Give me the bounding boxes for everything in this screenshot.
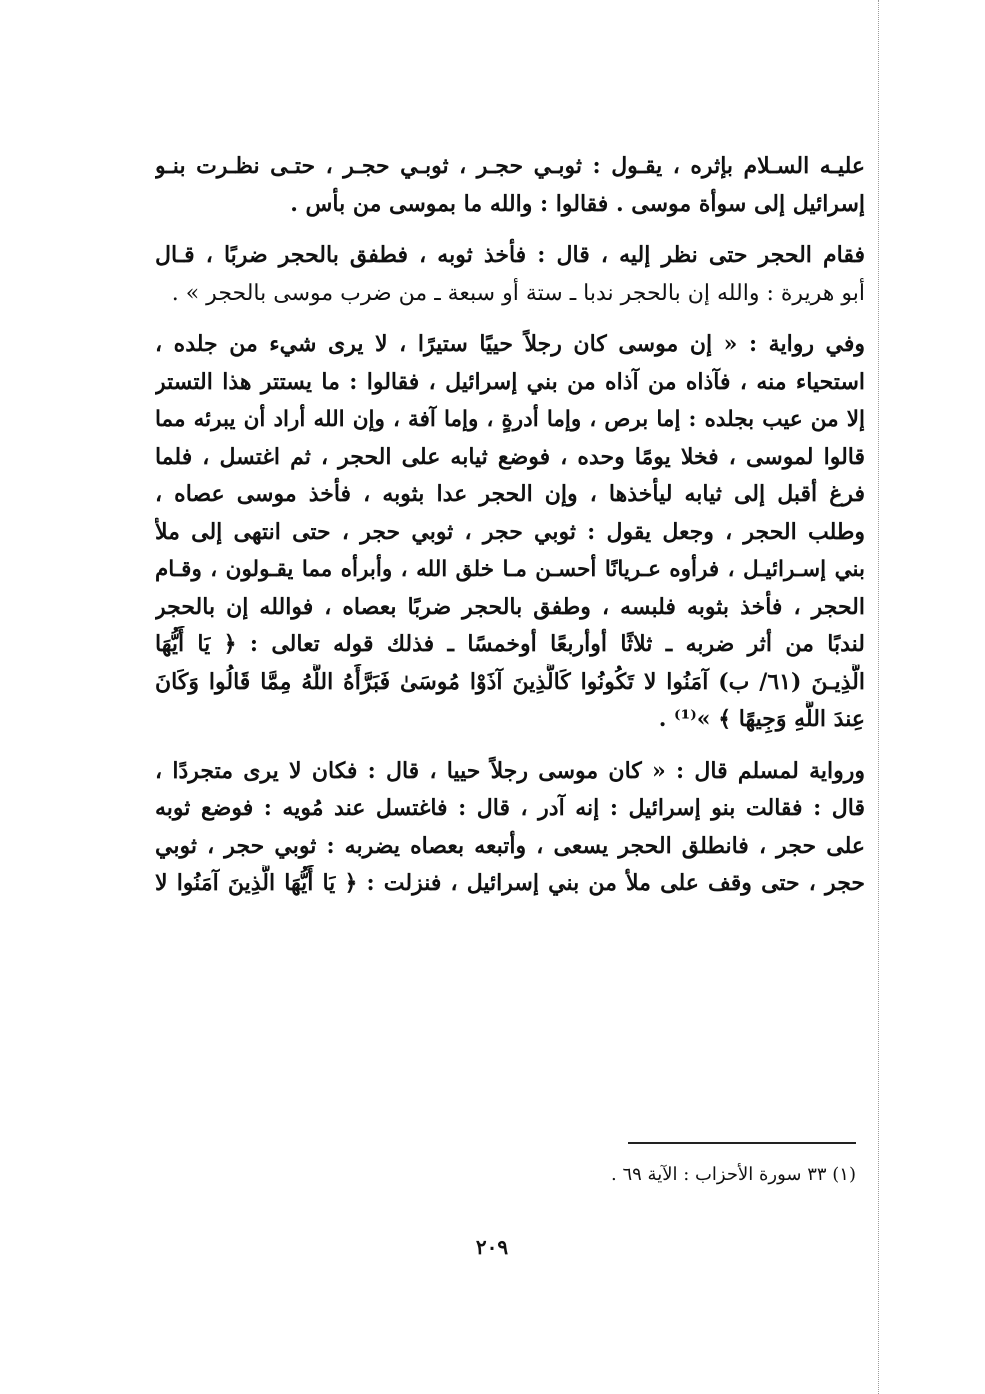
text-line: الَّذِيـنَ (٦١/ ب) آمَنُوا لا تَكُونُوا كَالَّذِينَ آذَوْا مُوسَىٰ فَبَرَّأَهُ اللَّهُ مِمَّا قَالُوا وَكَانَ [155, 668, 865, 695]
paragraph-3 [155, 326, 865, 739]
text-line: عِندَ اللَّهِ وَجِيهًا ﴾ »⁽¹⁾ . [658, 706, 865, 732]
text-line: إسرائيل إلى سوأة موسى . فقالوا : والله ما بموسى من بأس . [290, 190, 865, 217]
text-line: استحياء منه ، فآذاه من آذاه من بني إسرائيل ، فقالوا : ما يستتر هذا التستر [155, 368, 865, 395]
paragraph-4 [155, 753, 865, 903]
text-line: قالوا لموسى ، فخلا يومًا وحده ، فوضع ثيابه على الحجر ، ثم اغتسل ، فلما [155, 443, 865, 470]
page-number: ٢٠٩ [475, 1235, 509, 1259]
text-line: فرغ أقبل إلى ثيابه ليأخذها ، وإن الحجر عدا بثوبه ، فأخذ موسى عصاه ، [155, 481, 865, 507]
body-text [155, 148, 865, 903]
page-edge-divider [878, 0, 879, 1394]
text-line: لندبًا من أثر ضربه ـ ثلاثًا أوأربعًا أوخمسًا ـ فذلك قوله تعالى : ﴿ يَا أَيُّهَا [155, 631, 865, 657]
text-line: عليـه السـلام بإثره ، يقـول : ثوبـي حجـر ، ثوبـي حجـر ، حتـى نظـرت بنـو [155, 153, 865, 179]
text-line: أبو هريرة : والله إن بالحجر ندبا ـ ستة أو سبعة ـ من ضرب موسى بالحجر » . [171, 280, 865, 306]
text-line: حجر ، حتى وقف على ملأ من بني إسرائيل ، فنزلت : ﴿ يَا أَيُّهَا الَّذِينَ آمَنُوا لا [155, 870, 865, 896]
text-line: الحجر ، فأخذ بثوبه فلبسه ، وطفق بالحجر ضربًا بعصاه ، فوالله إن بالحجر [155, 593, 865, 620]
paragraph-1 [155, 148, 865, 223]
text-line: وطلب الحجر ، وجعل يقول : ثوبي حجر ، ثوبي حجر ، حتى انتهى إلى ملأ [155, 518, 865, 545]
footnote-separator [628, 1142, 856, 1144]
text-line: قال : فقالت بنو إسرائيل : إنه آدر ، قال : فاغتسل عند مُويه : فوضع ثوبه [155, 795, 865, 821]
text-line: وفي رواية : « إن موسى كان رجلاً حييًا ستيرًا ، لا يرى شيء من جلده ، [155, 331, 865, 357]
text-line: فقام الحجر حتى نظر إليه ، قال : فأخذ ثوبه ، فطفق بالحجر ضربًا ، قـال [155, 242, 865, 268]
paragraph-2 [155, 237, 865, 312]
text-line: إلا من عيب بجلده : إما برص ، وإما أدرةٍ ، وإما آفة ، وإن الله أراد أن يبرئه مما [155, 407, 865, 432]
text-line: على حجر ، فانطلق الحجر يسعى ، وأتبعه بعصاه يضربه : ثوبي حجر ، ثوبي [155, 832, 865, 859]
text-line: ورواية لمسلم قال : « كان موسى رجلاً حييا ، قال : فكان لا يرى متجردًا ، [155, 757, 865, 784]
text-line: بني إسـرائيـل ، فرأوه عـريانًا أحسـن مـا خلق الله ، وأبرأه مما يقـولون ، وقـام [155, 557, 865, 582]
footnote: (١) ٣٣ سورة الأحزاب : الآية ٦٩ . [611, 1164, 856, 1185]
